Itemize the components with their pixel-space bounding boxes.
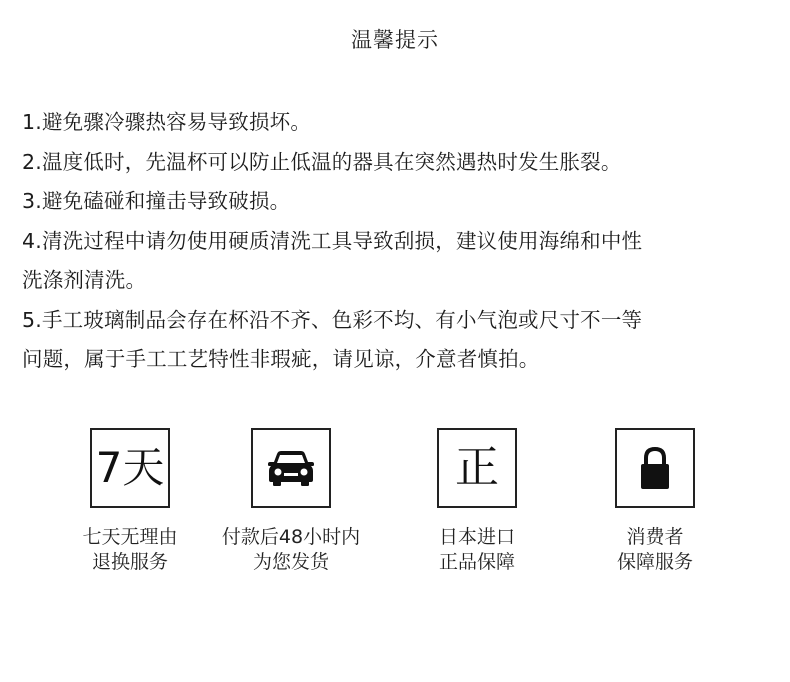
page-title: 温馨提示 (351, 28, 439, 52)
tip-line: 问题，属于手工工艺特性非瑕疵，请见谅，介意者慎拍。 (22, 347, 540, 371)
tip-line: 5.手工玻璃制品会存在杯沿不齐、色彩不均、有小气泡或尺寸不一等 (22, 307, 643, 332)
lock-icon-graphic (638, 445, 672, 491)
badge-seven-day-return (55, 428, 205, 575)
lock-icon (615, 428, 695, 508)
badge-shipping (216, 428, 366, 575)
tip-line: 3.避免磕碰和撞击导致破损。 (22, 189, 291, 213)
tip-line: 2.温度低时，先温杯可以防止低温的器具在突然遇热时发生胀裂。 (22, 149, 622, 174)
car-icon-graphic (266, 448, 316, 488)
car-icon (251, 428, 331, 508)
tip-line: 洗涤剂清洗。 (22, 268, 147, 292)
badge-caption: 付款后48小时内 为您发货 (221, 526, 361, 573)
badge-caption: 七天无理由 退换服务 (82, 526, 178, 573)
badge-genuine-import (402, 428, 552, 575)
badge-consumer-protection (580, 428, 730, 575)
zheng-icon: 正 (437, 428, 517, 508)
tip-line: 4.清洗过程中请勿使用硬质清洗工具导致刮损，建议使用海绵和中性 (22, 228, 643, 253)
tips-list (22, 103, 782, 380)
tip-line: 1.避免骤冷骤热容易导致损坏。 (22, 110, 312, 134)
badge-caption: 日本进口 正品保障 (438, 526, 515, 573)
badge-caption: 消费者 保障服务 (616, 526, 693, 573)
seven-days-icon: 7天 (90, 428, 170, 508)
